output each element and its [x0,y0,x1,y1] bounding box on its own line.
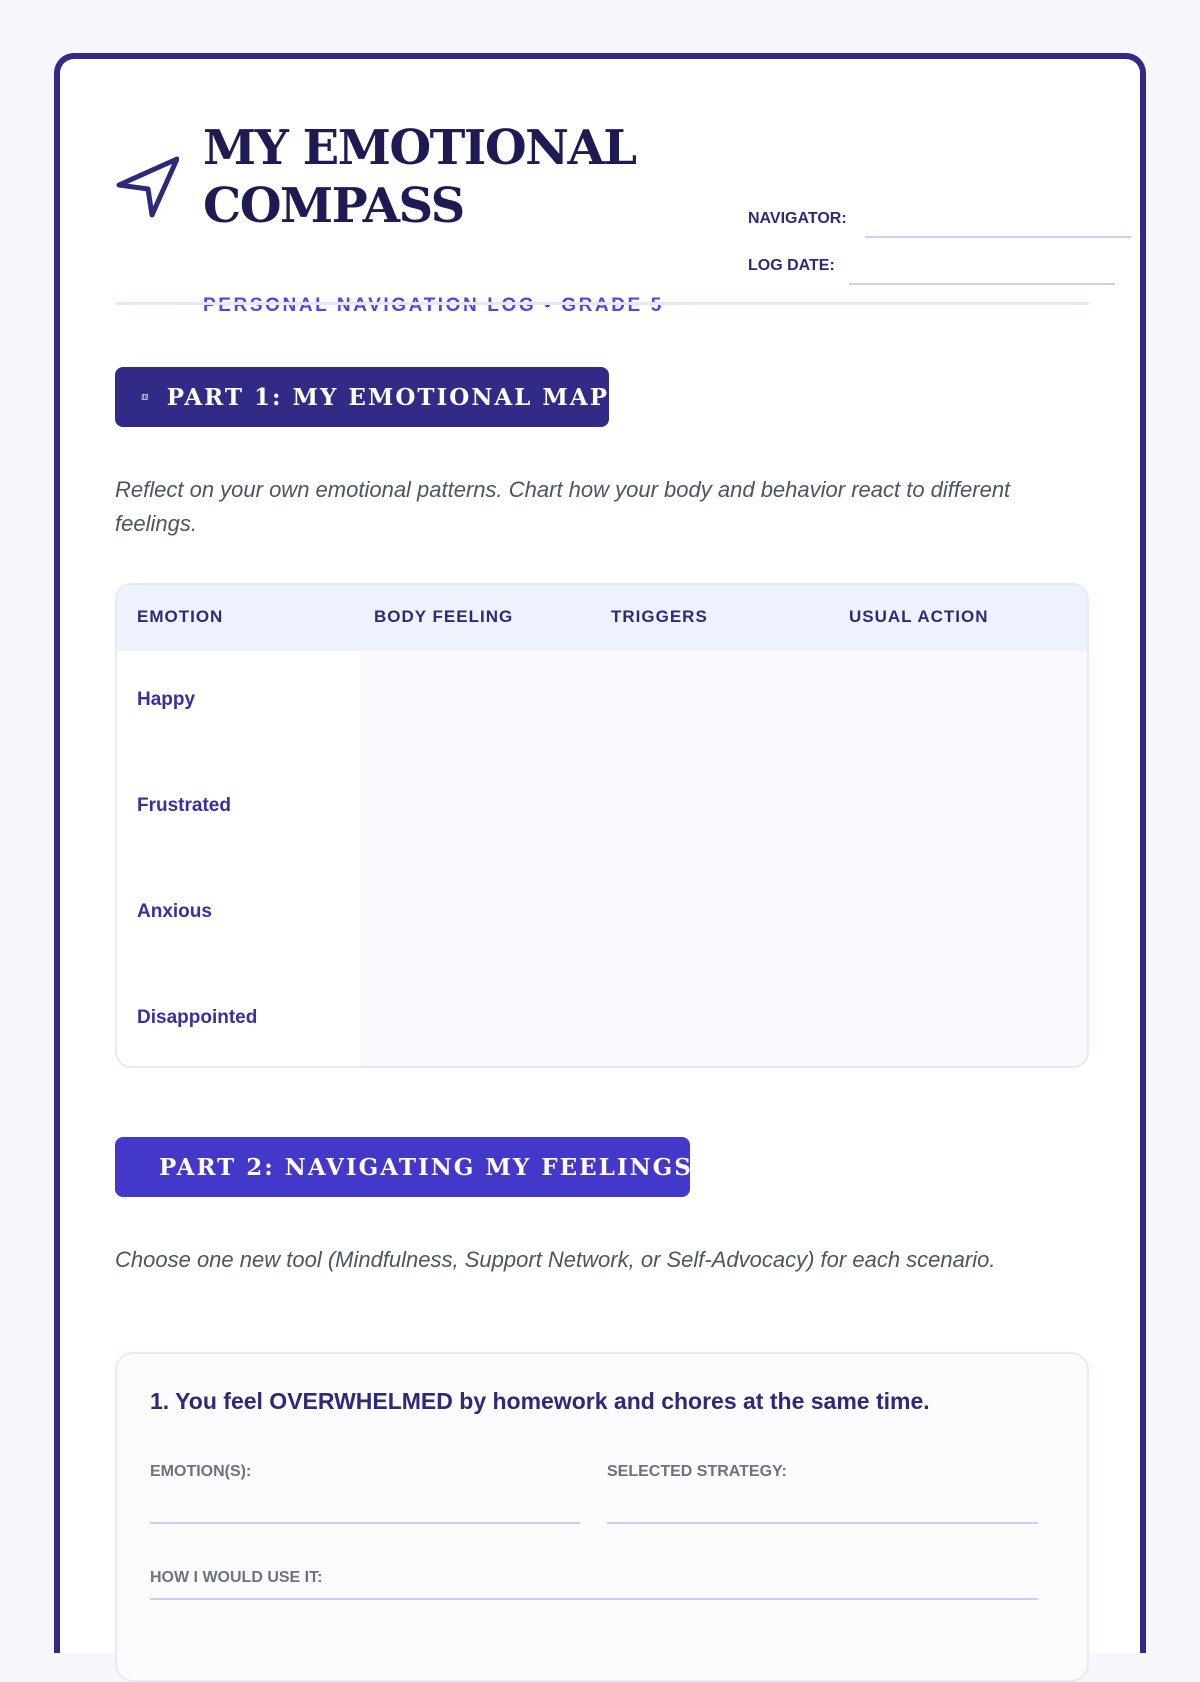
navigator-label: NAVIGATOR: [748,210,847,227]
worksheet-header [115,117,1087,316]
column-header-emotion: EMOTION [137,607,224,626]
part1-heading-text: PART 1: MY EMOTIONAL MAP [166,383,609,411]
table-row [117,757,1087,865]
emotion-label: Happy [137,689,196,710]
column-header-usual-action: USUAL ACTION [849,607,989,626]
header-divider [115,302,1089,305]
page-subtitle: PERSONAL NAVIGATION LOG • GRADE 5 [203,295,664,316]
emotion-label: Disappointed [137,1007,258,1028]
scenario-question: 1. You feel OVERWHELMED by homework and chores at the same time. [150,1388,930,1414]
emotion-cell [117,651,360,757]
emotional-map-table [115,583,1089,1068]
part1-heading [115,367,609,427]
emotion-label: Anxious [137,901,212,922]
emotion-cell [117,863,360,969]
part2-heading-text: PART 2: NAVIGATING MY FEELINGS [159,1153,693,1181]
strategy-label: SELECTED STRATEGY: [607,1463,787,1480]
emotion-cell [117,757,360,863]
page-title [203,119,673,235]
title-line-2: COMPASS [203,178,464,234]
table-row [117,969,1087,1068]
table-row [117,651,1087,759]
log-date-label: LOG DATE: [748,257,835,274]
usage-label: HOW I WOULD USE IT: [150,1569,323,1586]
scenario-card [115,1352,1089,1682]
title-line-1: MY EMOTIONAL [203,120,636,176]
response-cells[interactable] [360,651,1087,757]
emotion-label: Frustrated [137,795,231,816]
map-icon [141,383,149,411]
table-header-row [117,585,1087,653]
worksheet-page [54,53,1146,1653]
part2-instructions: Choose one new tool (Mindfulness, Support Network, or Self-Advocacy) for each scenario. [115,1247,996,1272]
log-date-field[interactable] [849,283,1115,285]
part1-instructions: Reflect on your own emotional patterns. Chart how your body and behavior react to different feelings. [115,477,1011,536]
navigator-field[interactable] [865,236,1131,238]
emotion-cell [117,969,360,1068]
emotions-label: EMOTION(S): [150,1463,252,1480]
response-cells[interactable] [360,757,1087,863]
strategy-field[interactable] [607,1522,1038,1524]
table-row [117,863,1087,971]
response-cells[interactable] [360,863,1087,969]
emotions-field[interactable] [150,1522,580,1524]
column-header-triggers: TRIGGERS [611,607,708,626]
response-cells[interactable] [360,969,1087,1068]
part2-heading [115,1137,693,1197]
navigation-arrow-icon [115,155,179,219]
column-header-body-feeling: BODY FEELING [374,607,514,626]
